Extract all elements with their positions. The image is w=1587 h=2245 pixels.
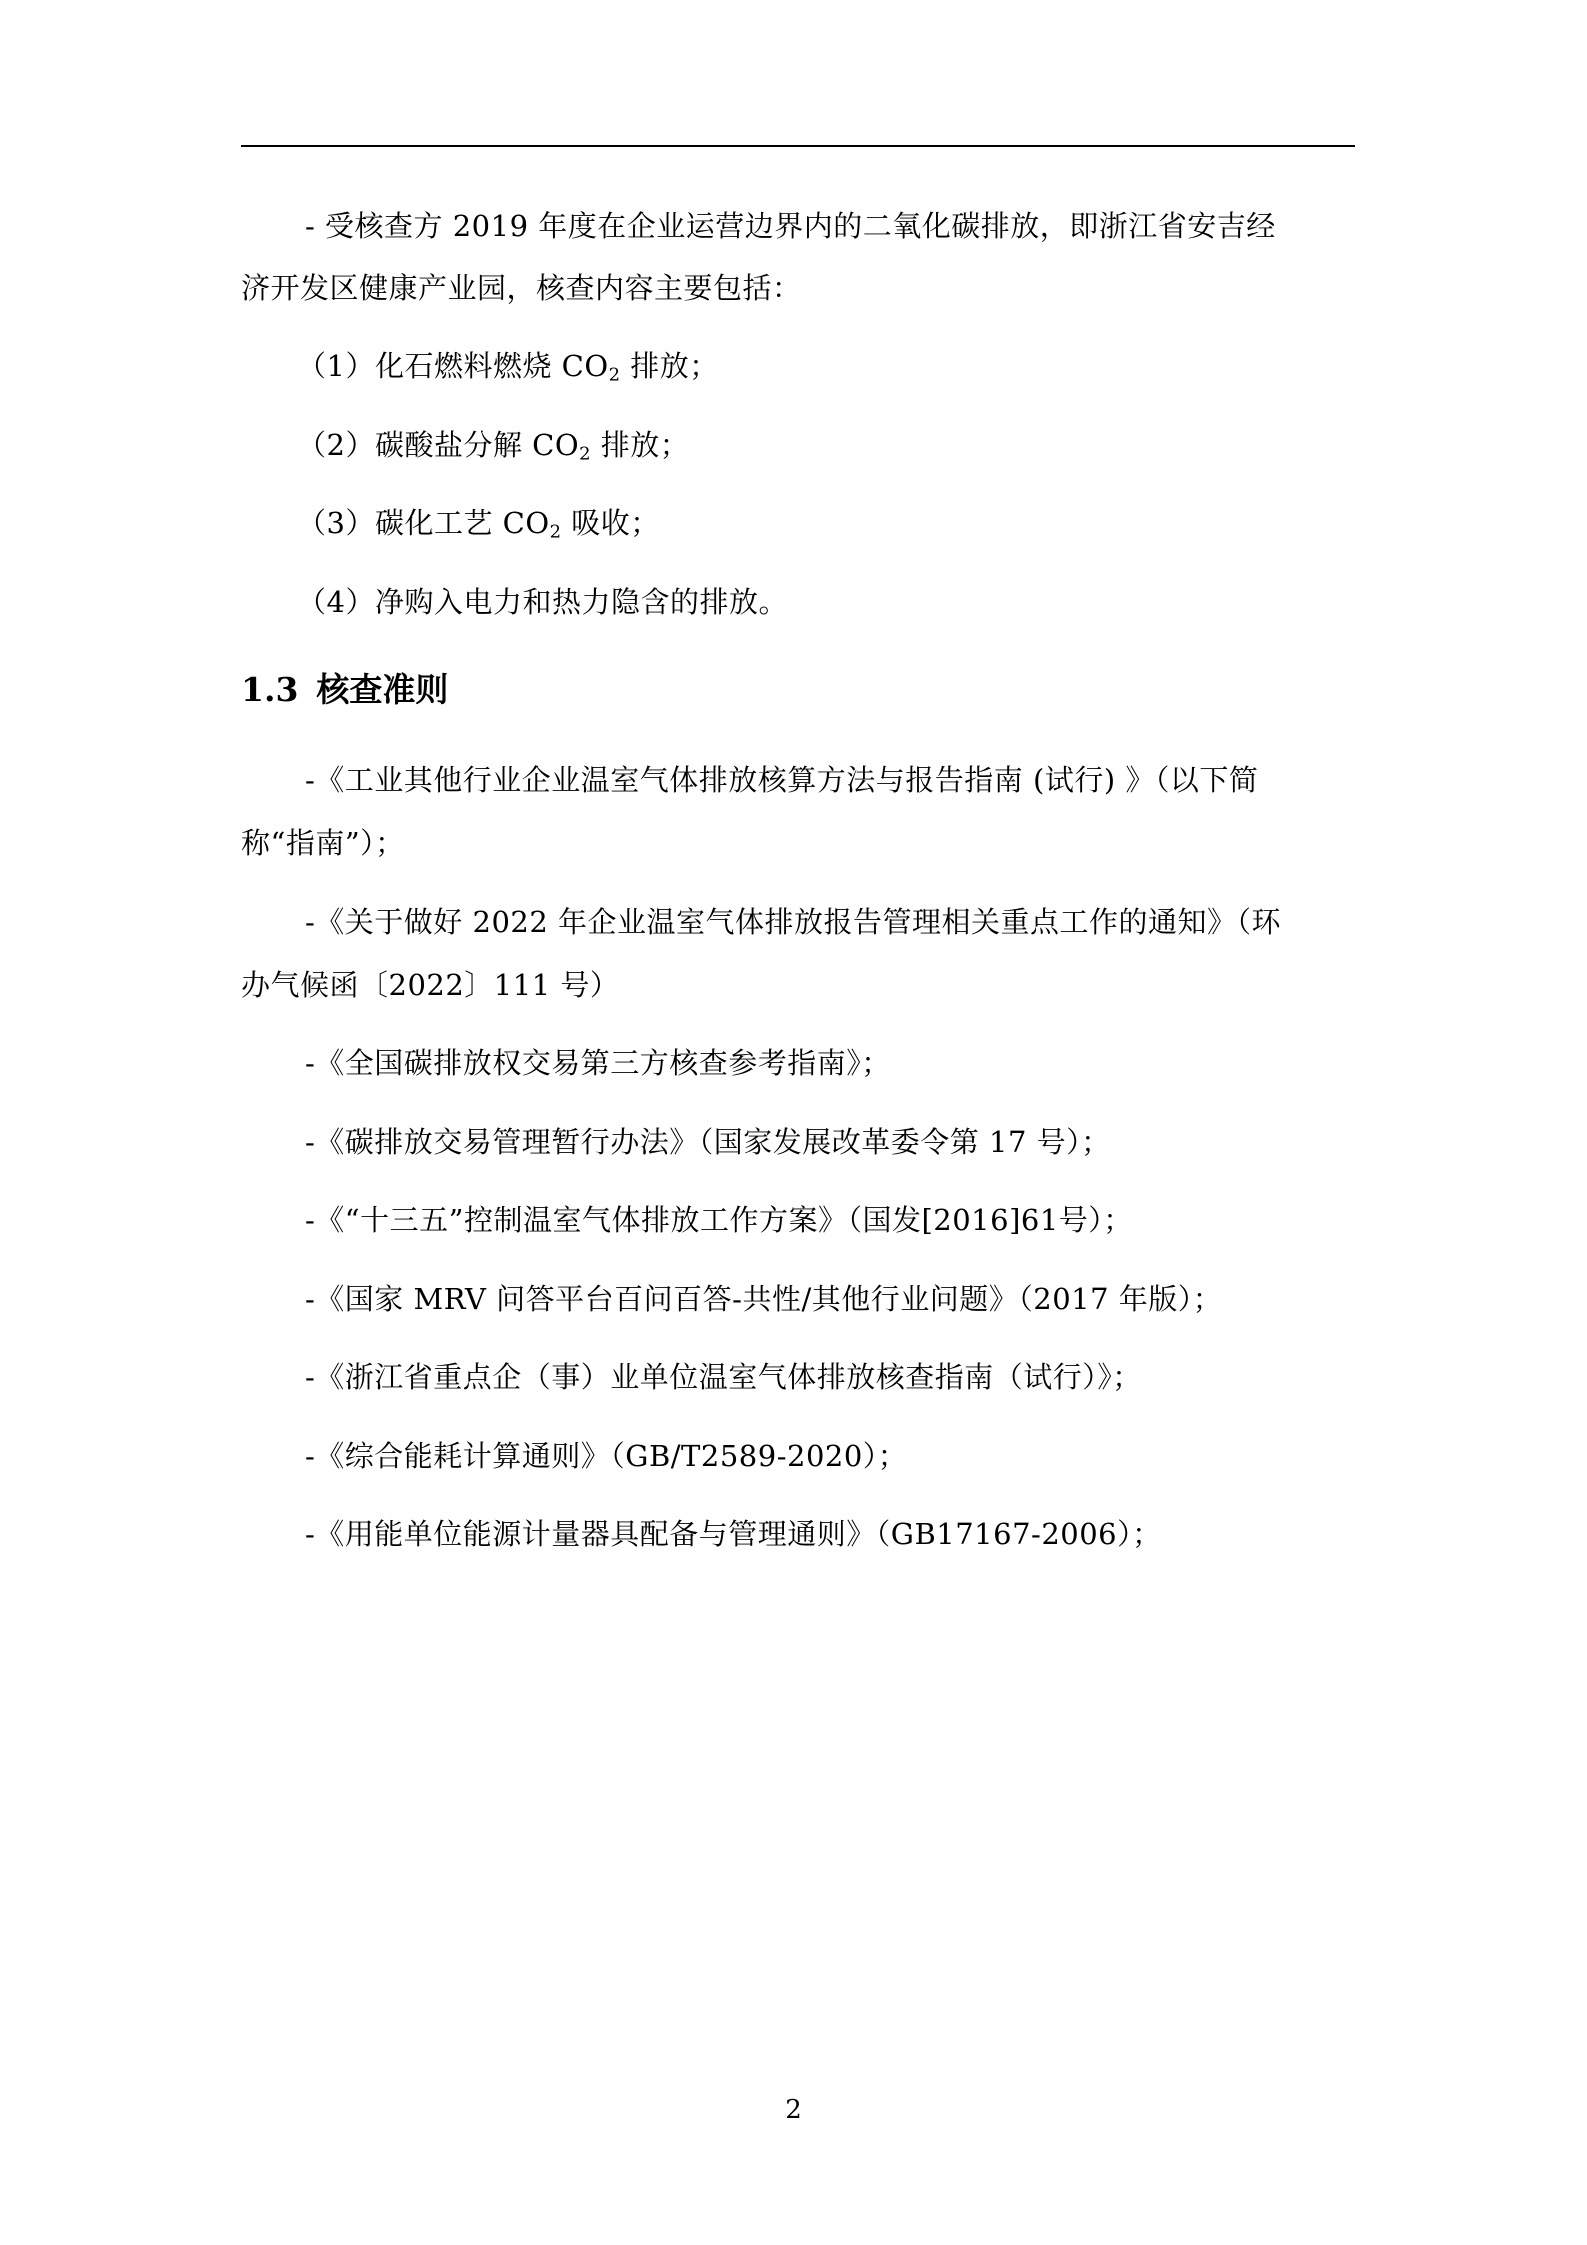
criteria-item-2-line-2: 办气候函〔2022〕111 号）	[241, 968, 620, 1002]
page-number: 2	[785, 2095, 802, 2125]
criteria-item-9: -《用能单位能源计量器具配备与管理通则》（GB17167-2006）；	[305, 1517, 1162, 1551]
criteria-item-2-line-1: -《关于做好 2022 年企业温室气体排放报告管理相关重点工作的通知》（环	[305, 905, 1282, 939]
criteria-item-5: -《“十三五”控制温室气体排放工作方案》（国发[2016]61号）；	[305, 1203, 1133, 1237]
criteria-item-3: -《全国碳排放权交易第三方核查参考指南》；	[305, 1046, 891, 1080]
criteria-item-4: -《碳排放交易管理暂行办法》（国家发展改革委令第 17 号）；	[305, 1125, 1111, 1159]
criteria-item-7: -《浙江省重点企（事）业单位温室气体排放核查指南（试行）》；	[305, 1360, 1142, 1394]
scope-item-2: （2）碳酸盐分解 $CO_2$ 排放；	[297, 428, 690, 465]
scope-line-1: - 受核查方 2019 年度在企业运营边界内的二氧化碳排放，即浙江省安吉经	[305, 209, 1276, 243]
criteria-item-1-line-1: -《工业其他行业企业温室气体排放核算方法与报告指南 (试行) 》（以下简	[305, 763, 1259, 797]
scope-item-3: （3）碳化工艺 $CO_2$ 吸收；	[297, 506, 660, 543]
scope-line-2: 济开发区健康产业园，核查内容主要包括：	[241, 271, 802, 305]
criteria-item-6: -《国家 MRV 问答平台百问百答-共性/其他行业问题》（2017 年版）；	[305, 1282, 1223, 1316]
criteria-item-8: -《综合能耗计算通则》（GB/T2589-2020）；	[305, 1439, 908, 1473]
section-title: 核查准则	[316, 670, 449, 709]
header-rule	[241, 145, 1355, 147]
section-number: 1.3	[241, 670, 299, 709]
scope-item-4: （4）净购入电力和热力隐含的排放。	[297, 585, 788, 619]
criteria-item-1-line-2: 称“指南”）；	[241, 826, 405, 860]
section-heading	[241, 668, 448, 712]
scope-item-1: （1）化石燃料燃烧 $CO_2$ 排放；	[297, 349, 719, 386]
